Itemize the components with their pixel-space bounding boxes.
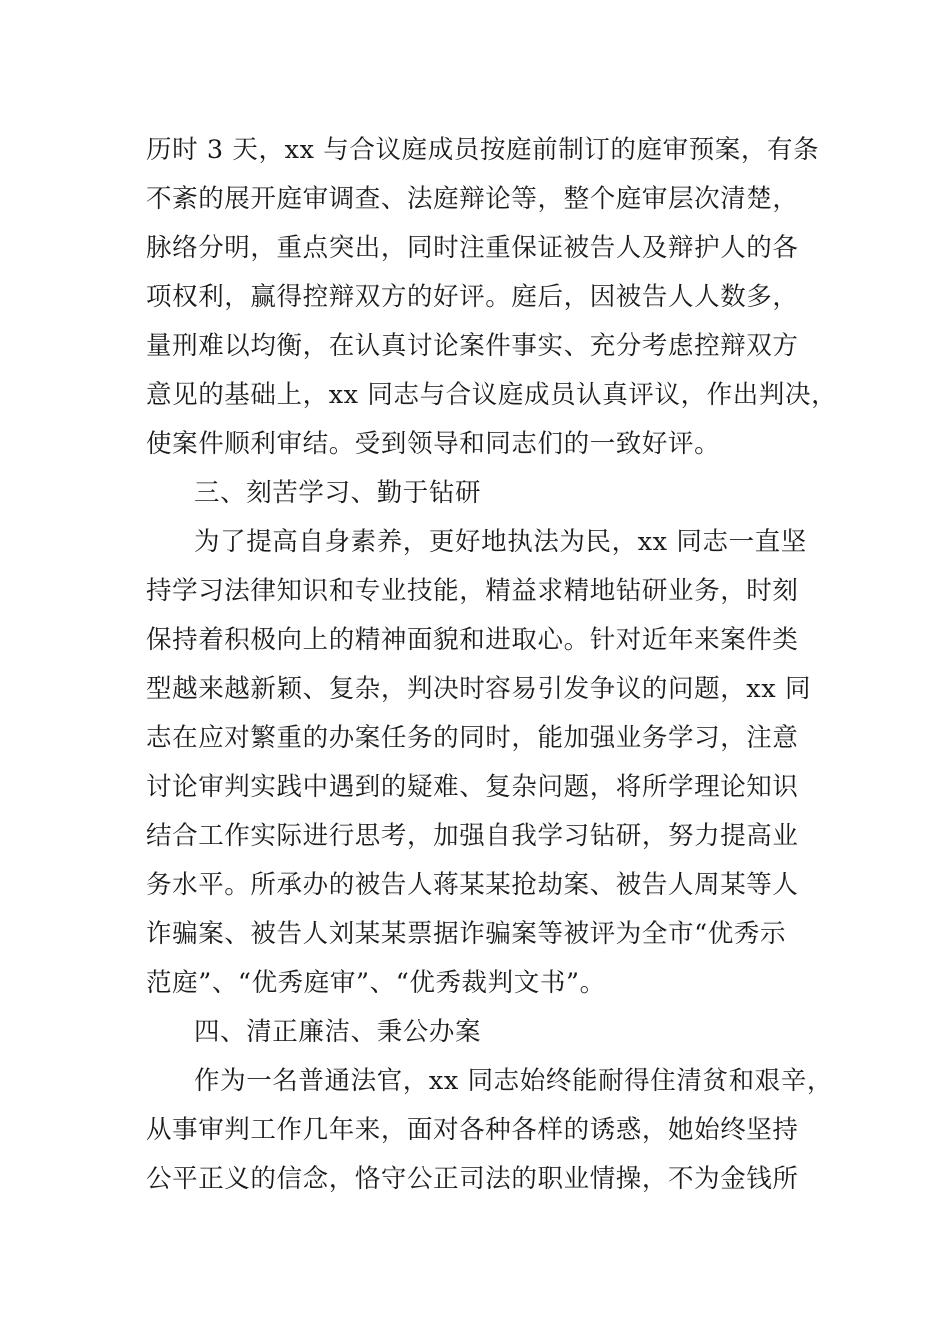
section-heading-3: 三、刻苦学习、勤于钻研 — [194, 478, 482, 508]
text-line-11: 保持着积极向上的精神面貌和进取心。针对近年来案件类 — [146, 625, 799, 655]
text-line-7: 使案件顺利审结。受到领导和同志们的一致好评。 — [146, 429, 721, 459]
text-line-10: 持学习法律知识和专业技能，精益求精地钻研业务，时刻 — [146, 576, 799, 606]
text-line-14: 讨论审判实践中遇到的疑难、复杂问题，将所学理论知识 — [146, 772, 799, 802]
text-line-9: 为了提高自身素养，更好地执法为民，xx 同志一直坚 — [194, 527, 807, 557]
text-line-21: 从事审判工作几年来，面对各种各样的诱惑，她始终坚持 — [146, 1115, 799, 1145]
text-line-18: 范庭”、“优秀庭审”、“优秀裁判文书”。 — [146, 968, 606, 998]
text-line-16: 务水平。所承办的被告人蒋某某抢劫案、被告人周某等人 — [146, 870, 799, 900]
text-line-4: 项权利，赢得控辩双方的好评。庭后，因被告人人数多， — [146, 282, 799, 312]
text-line-6: 意见的基础上，xx 同志与合议庭成员认真评议，作出判决， — [146, 380, 838, 410]
text-line-5: 量刑难以均衡，在认真讨论案件事实、充分考虑控辩双方 — [146, 331, 799, 361]
text-line-15: 结合工作实际进行思考，加强自我学习钻研，努力提高业 — [146, 821, 799, 851]
text-line-13: 志在应对繁重的办案任务的同时，能加强业务学习，注意 — [146, 723, 799, 753]
text-line-20: 作为一名普通法官，xx 同志始终能耐得住清贫和艰辛， — [194, 1066, 833, 1096]
text-line-17: 诈骗案、被告人刘某某票据诈骗案等被评为全市“优秀示 — [146, 919, 787, 949]
document-body — [146, 126, 836, 1204]
text-line-12: 型越来越新颖、复杂，判决时容易引发争议的问题，xx 同 — [146, 674, 812, 704]
text-line-2: 不紊的展开庭审调查、法庭辩论等，整个庭审层次清楚， — [146, 184, 799, 214]
section-heading-4: 四、清正廉洁、秉公办案 — [194, 1017, 482, 1047]
text-line-3: 脉络分明，重点突出，同时注重保证被告人及辩护人的各 — [146, 233, 799, 263]
text-line-1: 历时 3 天，xx 与合议庭成员按庭前制订的庭审预案，有条 — [146, 135, 820, 165]
text-line-22: 公平正义的信念，恪守公正司法的职业情操，不为金钱所 — [146, 1164, 799, 1194]
